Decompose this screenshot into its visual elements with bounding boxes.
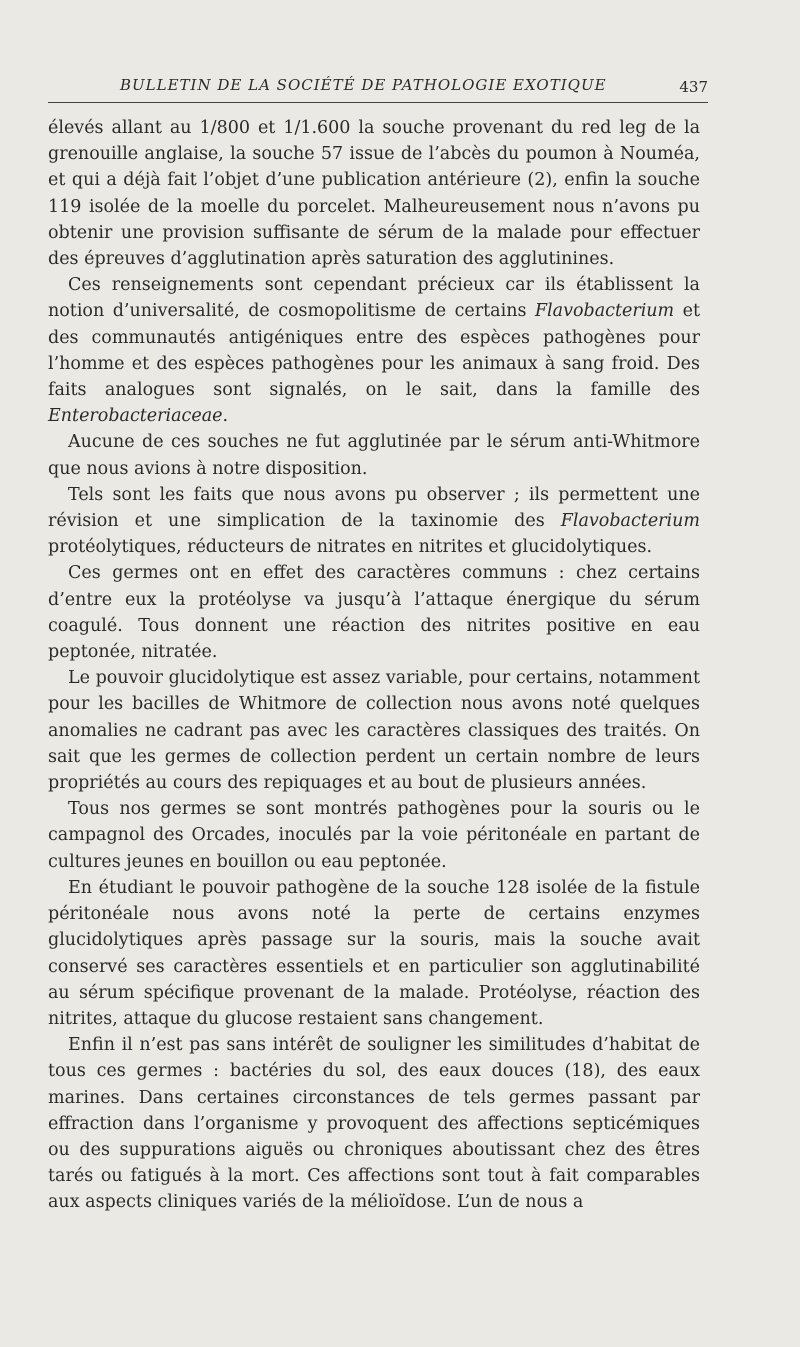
- paragraph-text: élevés allant au 1/800 et 1/1.600 la souche provenant du red leg de la grenouille anglaise, la souche 57 issue de l’abcès du poumon à Nouméa, et qui a déjà fait l’objet d’une publication antérieure (2), enfin la souche 119 isolée de la moelle du porcelet. Malheureusement nous n’avons pu obtenir une provision suffisante de sérum de la malade pour effectuer des épreuves d’agglutination après saturation des agglutinines.: [48, 118, 700, 270]
- page-number: 437: [679, 78, 708, 96]
- paragraph-text: Enfin il n’est pas sans intérêt de souligner les similitudes d’habitat de tous ces germes : bactéries du sol, des eaux douces (18), des eaux marines. Dans certaines circonstances de tels germes passant par effraction dans l’organisme y provoquent des affections septicémiques ou des suppurations aiguës ou chroniques aboutissant chez des êtres tarés ou fatigués à la mort. Ces affections sont tout à fait comparables aux aspects cliniques variés de la mélioïdose. L’un de nous a: [48, 1035, 700, 1213]
- paragraph-text: Ces renseignements sont cependant précieux car ils établissent la notion d’universalité, de cosmopolitisme de certains: [48, 275, 700, 322]
- taxon-name: Enterobacteriaceae: [48, 406, 223, 427]
- paragraph: [48, 560, 700, 665]
- paragraph-text: Aucune de ces souches ne fut agglutinée par le sérum anti-Whitmore que nous avions à notre disposition.: [48, 432, 700, 479]
- paragraph-text: protéolytiques, réducteurs de nitrates en nitrites et glucidolytiques.: [48, 537, 653, 558]
- paragraph: [48, 115, 700, 272]
- header-rule: [48, 102, 708, 103]
- paragraph-text: En étudiant le pouvoir pathogène de la souche 128 isolée de la fistule péritonéale nous avons noté la perte de certains enzymes glucidolytiques après passage sur la souris, mais la souche avait conservé ses caractères essentiels et en particulier son agglutinabilité au sérum spécifique provenant de la malade. Protéolyse, réaction des nitrites, attaque du glucose restaient sans changement.: [48, 877, 700, 1029]
- paragraph: [48, 429, 700, 481]
- paragraph-text: et des communautés antigéniques entre des espèces pathogènes pour l’homme et des espèces pathogènes pour les animaux à sang froid. Des faits analogues sont signalés, on le sait, dans la famille des: [48, 301, 700, 401]
- paragraph-text: Ces germes ont en effet des caractères communs : chez certains d’entre eux la protéolyse va jusqu’à l’attaque énergique du sérum coagulé. Tous donnent une réaction des nitrites positive en eau peptonée, nitratée.: [48, 563, 700, 663]
- paragraph-text: Tels sont les faits que nous avons pu observer ; ils permettent une révision et une simplication de la taxinomie des: [48, 484, 700, 532]
- taxon-name: Flavobacterium: [560, 511, 700, 532]
- running-head: [48, 72, 708, 100]
- paragraph: [48, 796, 700, 875]
- paragraph: [48, 482, 700, 561]
- paragraph-text: Tous nos germes se sont montrés pathogènes pour la souris ou le campagnol des Orcades, inoculés par la voie péritonéale en partant de cultures jeunes en bouillon ou eau peptonée.: [48, 799, 700, 872]
- body-text: [48, 115, 700, 1216]
- taxon-name: Flavobacterium: [534, 301, 675, 322]
- journal-title: BULLETIN DE LA SOCIÉTÉ DE PATHOLOGIE EXOTIQUE: [120, 76, 607, 94]
- paragraph: [48, 1032, 700, 1215]
- paragraph: [48, 665, 700, 796]
- paragraph-text: .: [222, 406, 229, 427]
- paragraph-text: Le pouvoir glucidolytique est assez variable, pour certains, notamment pour les bacilles de Whitmore de collection nous avons noté quelques anomalies ne cadrant pas avec les caractères classiques des traités. On sait que les germes de collection perdent un certain nombre de leurs propriétés au cours des repiquages et au bout de plusieurs années.: [48, 668, 700, 794]
- paragraph: [48, 875, 700, 1032]
- paragraph: [48, 272, 700, 429]
